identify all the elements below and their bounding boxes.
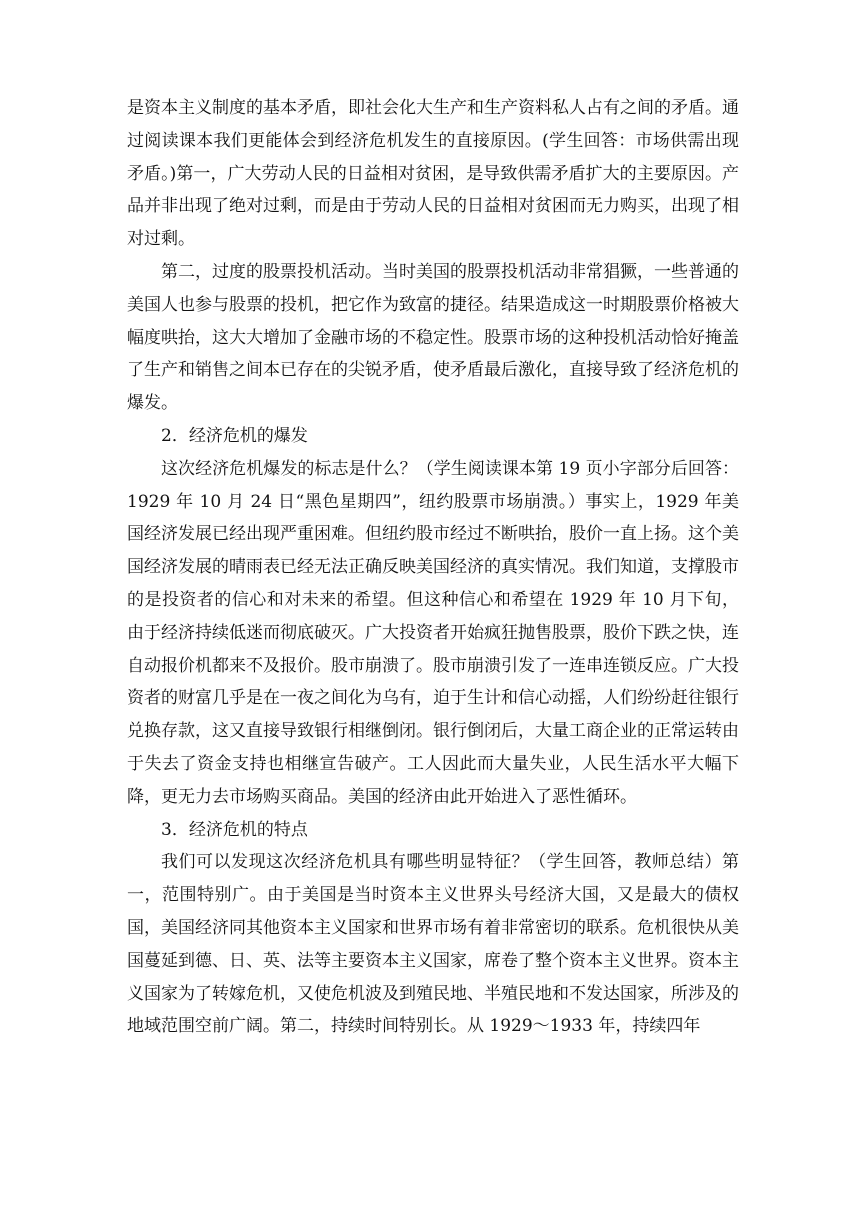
paragraph-continuation: 是资本主义制度的基本矛盾，即社会化大生产和生产资料私人占有之间的矛盾。通过阅读课本我们更能体会到经济危机发生的直接原因。(学生回答：市场供需出现矛盾。)第一，广大劳动人民的日益相对贫困，是导致供需矛盾扩大的主要原因。产品并非出现了绝对过剩，而是由于劳动人民的日益相对贫困而无力购买，出现了相对过剩。 [127, 98, 739, 250]
paragraph-features: 我们可以发现这次经济危机具有哪些明显特征？（学生回答，教师总结）第一，范围特别广。由于美国是当时资本主义世界头号经济大国，又是最大的债权国，美国经济同其他资本主义国家和世界市场有着非常密切的联系。危机很快从美国蔓延到德、日、英、法等主要资本主义国家，席卷了整个资本主义世界。资本主义国家为了转嫁危机，又使危机波及到殖民地、半殖民地和不发达国家，所涉及的地域范围空前广阔。第二，持续时间特别长。从 1929～1933 年，持续四年 [127, 852, 739, 1037]
document-page [127, 92, 739, 1043]
section-heading-features: 3．经济危机的特点 [161, 819, 308, 840]
paragraph-stock-speculation: 第二，过度的股票投机活动。当时美国的股票投机活动非常猖獗，一些普通的美国人也参与股票的投机，把它作为致富的捷径。结果造成这一时期股票价格被大幅度哄抬，这大大增加了金融市场的不稳定性。股票市场的这种投机活动恰好掩盖了生产和销售之间本已存在的尖锐矛盾，使矛盾最后激化，直接导致了经济危机的爆发。 [127, 261, 739, 414]
paragraph-outbreak: 这次经济危机爆发的标志是什么？（学生阅读课本第 19 页小字部分后回答：1929 年 10 月 24 日“黑色星期四”，纽约股票市场崩溃。）事实上，1929 年美国经济发展已经出现严重困难。但纽约股市经过不断哄抬，股价一直上扬。这个美国经济发展的晴雨表已经无法正确反映美国经济的真实情况。我们知道，支撑股市的是投资者的信心和对未来的希望。但这种信心和希望在 1929 年 10 月下旬，由于经济持续低迷而彻底破灭。广大投资者开始疯狂抛售股票，股价下跌之快，连自动报价机都来不及报价。股市崩溃了。股市崩溃引发了一连串连锁反应。广大投资者的财富几乎是在一夜之间化为乌有，迫于生计和信心动摇，人们纷纷赶往银行兑换存款，这又直接导致银行相继倒闭。银行倒闭后，大量工商企业的正常运转由于失去了资金支持也相继宣告破产。工人因此而大量失业，人民生活水平大幅下降，更无力去市场购买商品。美国的经济由此开始进入了恶性循环。 [127, 458, 739, 807]
section-heading-outbreak: 2．经济危机的爆发 [161, 425, 308, 446]
